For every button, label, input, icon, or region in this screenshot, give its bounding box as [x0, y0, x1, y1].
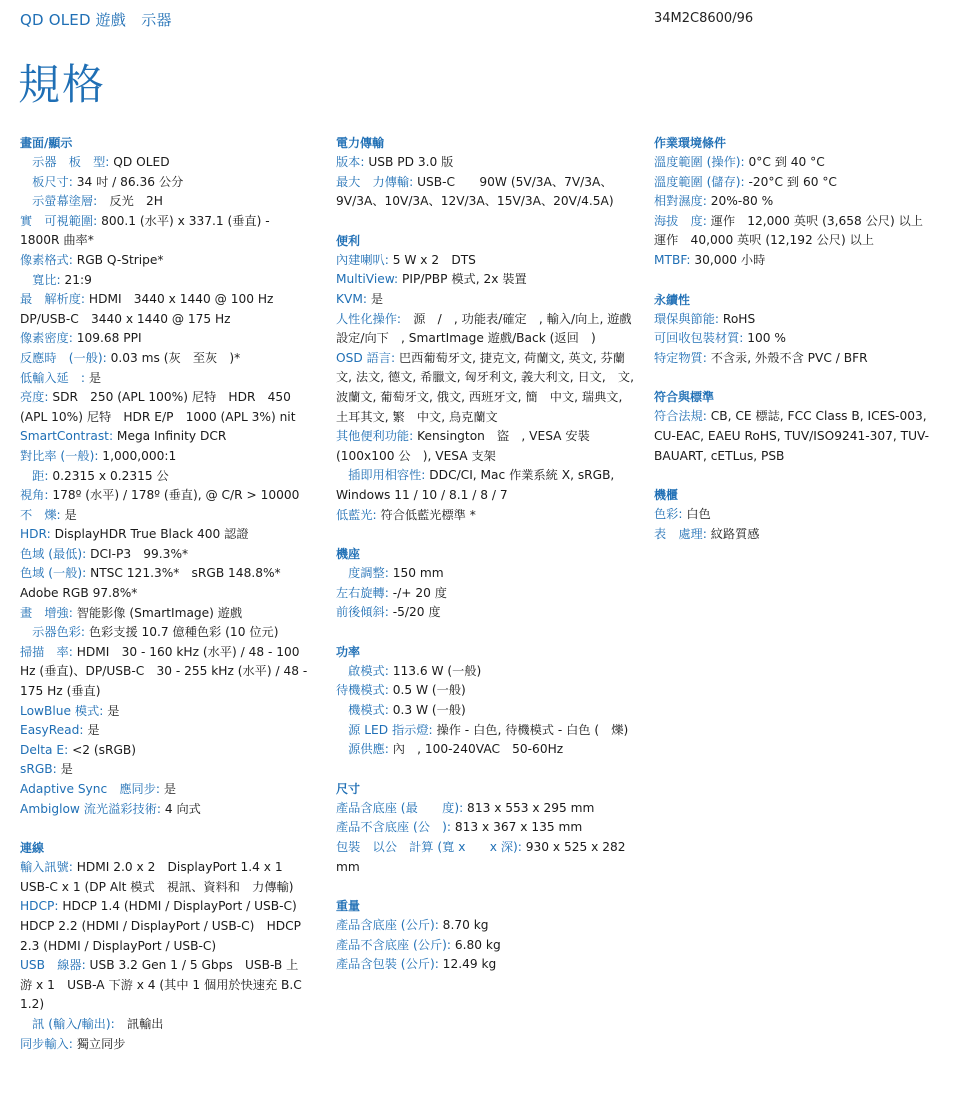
spec-row: [336, 721, 636, 741]
spec-label: 色彩:: [654, 507, 683, 522]
spec-row: [336, 310, 636, 349]
spec-row: [20, 1035, 310, 1055]
spec-label: 啟模式:: [336, 663, 389, 678]
spec-label: 產品含底座 (最 度):: [336, 800, 464, 815]
spec-row: [336, 564, 636, 584]
spec-value: -5/20 度: [388, 605, 441, 620]
spec-row: [336, 290, 636, 310]
spec-label: MultiView:: [336, 272, 399, 287]
spec-row: [20, 290, 310, 329]
spec-label: 像素格式:: [20, 252, 73, 267]
spec-label: HDCP:: [20, 899, 59, 914]
spec-row: [654, 192, 944, 212]
spec-value: 符合低藍光標準 *: [376, 507, 476, 522]
spec-value: 12.49 kg: [438, 957, 497, 972]
spec-value: DDC/CI, Mac 作業系統 X, sRGB, Windows 11 / 10 / 8.1 / 8 / 7: [336, 468, 615, 502]
spec-value: 巴西葡萄牙文, 捷克文, 荷蘭文, 英文, 芬蘭文, 法文, 德文, 希臘文, 匈牙利文, 義大利文, 日文, 文, 波蘭文, 葡萄牙文, 俄文, 西班牙文, 簡 中文, 瑞典文, 土耳其文, 繁 中文, 烏克蘭文: [336, 350, 634, 424]
spec-value: 5 W x 2 DTS: [388, 252, 476, 267]
spec-label: 距:: [20, 468, 49, 483]
spec-label: 可回收包裝材質:: [654, 331, 744, 346]
spec-value: USB 3.2 Gen 1 / 5 Gbps USB-B 上游 x 1 USB-A 下游 x 4 (其中 1 個用於快速充 B.C 1.2): [20, 958, 302, 1012]
spec-label: 示器 板 型:: [20, 155, 110, 169]
spec-value: -/+ 20 度: [388, 585, 447, 600]
spec-row: [20, 173, 310, 193]
spec-label: 視角:: [20, 488, 49, 503]
spec-value: USB-C 90W (5V/3A、7V/3A、9V/3A、10V/3A、12V/3A、15V/3A、20V/4.5A): [336, 174, 614, 209]
spec-value: 反光 2H: [97, 194, 163, 209]
spec-row: [654, 212, 948, 251]
section-title: 功率: [336, 644, 361, 659]
spec-row: [20, 741, 310, 761]
spec-row: [20, 506, 310, 526]
spec-value: 內 , 100-240VAC 50-60Hz: [388, 742, 564, 757]
spec-value: 是: [56, 762, 73, 777]
spec-value: RoHS: [719, 311, 756, 326]
spec-value: QD OLED: [109, 155, 170, 169]
spec-row: [20, 212, 310, 251]
spec-value: 訊輸出: [114, 1016, 164, 1031]
spec-row: [654, 525, 944, 545]
spec-label: 反應時 (一般):: [20, 350, 107, 365]
spec-row: [20, 251, 310, 271]
spec-label: 溫度範圍 (儲存):: [654, 174, 745, 189]
spec-label: 表 處理:: [654, 526, 707, 541]
spec-row: [20, 721, 310, 741]
spec-row: [20, 486, 310, 506]
spec-value: 30,000 小時: [690, 252, 766, 267]
spec-value: 色彩支援 10.7 億種色彩 (10 位元): [85, 625, 279, 640]
spec-row: [20, 192, 310, 212]
spec-label: 輸入訊號:: [20, 860, 73, 875]
spec-row: [336, 818, 636, 838]
spec-row: [654, 310, 944, 330]
spec-value: 紋路質感: [706, 526, 760, 541]
spec-row: [336, 799, 636, 819]
spec-row: [336, 838, 636, 877]
spec-row: [20, 604, 310, 624]
spec-label: 畫 增強:: [20, 605, 73, 620]
spec-value: 智能影像 (SmartImage) 遊戲: [72, 605, 243, 620]
spec-section: [336, 643, 636, 760]
spec-value: 是: [83, 723, 100, 738]
spec-label: 符合法規:: [654, 409, 707, 424]
spec-value: Kensington 盜 , VESA 安裝 (100x100 公 ), VESA 支架: [336, 429, 590, 463]
spec-label: 板尺寸:: [20, 174, 73, 189]
spec-value: 109.68 PPI: [72, 331, 142, 346]
spec-column-1: [20, 134, 310, 1074]
spec-value: 34 吋 / 86.36 公分: [72, 174, 184, 189]
spec-label: 產品不含底座 (公斤):: [336, 937, 451, 952]
spec-row: [20, 427, 310, 447]
spec-row: [20, 329, 310, 349]
spec-row: [20, 1015, 310, 1035]
spec-section: [336, 780, 636, 877]
section-title: 尺寸: [336, 781, 361, 796]
section-title: 永續性: [654, 292, 691, 307]
spec-label: 色域 (最低):: [20, 546, 87, 561]
spec-row: [20, 643, 310, 702]
spec-value: 20%-80 %: [706, 194, 774, 209]
spec-label: 內建喇叭:: [336, 252, 389, 267]
section-title: 作業環境條件: [654, 136, 727, 150]
spec-value: RGB Q-Stripe*: [72, 252, 164, 267]
spec-label: OSD 語言:: [336, 350, 396, 365]
spec-row: [654, 407, 944, 466]
spec-value: 是: [160, 782, 177, 796]
spec-label: 溫度範圍 (操作):: [654, 155, 745, 169]
spec-section: [654, 291, 944, 369]
spec-label: 機模式:: [336, 703, 389, 718]
spec-column-3: [654, 134, 948, 564]
spec-row: [20, 702, 310, 722]
spec-section: [20, 839, 310, 1054]
section-title: 重量: [336, 899, 361, 914]
spec-label: 環保與節能:: [654, 311, 720, 326]
spec-label: 左右旋轉:: [336, 585, 389, 600]
spec-row: [336, 584, 636, 604]
spec-value: 是: [85, 370, 102, 385]
spec-row: [336, 740, 636, 760]
spec-value: 0°C 到 40 °C: [744, 155, 825, 169]
spec-section: [654, 134, 948, 271]
spec-value: 178º (水平) / 178º (垂直), @ C/R > 10000: [48, 488, 300, 503]
spec-value: 800.1 (水平) x 337.1 (垂直) - 1800R 曲率*: [20, 213, 270, 248]
spec-row: [20, 545, 310, 565]
spec-value: 813 x 367 x 135 mm: [451, 820, 583, 835]
spec-label: 版本:: [336, 155, 365, 169]
spec-label: 示螢幕塗層:: [20, 194, 98, 209]
spec-label: SmartContrast:: [20, 429, 114, 444]
spec-label: HDR:: [20, 527, 51, 542]
spec-section: [336, 897, 636, 975]
spec-row: [20, 349, 310, 369]
spec-label: 度調整:: [336, 566, 389, 581]
spec-label: 產品含底座 (公斤):: [336, 918, 439, 933]
spec-value: CB, CE 標誌, FCC Class B, ICES-003, CU-EAC, EAEU RoHS, TUV/ISO9241-307, TUV-BAUART, cETLus, PSB: [654, 409, 930, 463]
spec-label: 對比率 (一般):: [20, 448, 99, 463]
spec-row: [20, 447, 310, 467]
spec-value: HDMI 30 - 160 kHz (水平) / 48 - 100 Hz (垂直)、DP/USB-C 30 - 255 kHz (水平) / 48 - 175 Hz (垂直): [20, 644, 308, 699]
spec-row: [336, 270, 636, 290]
spec-label: 亮度:: [20, 390, 49, 405]
spec-label: 特定物質:: [654, 350, 707, 365]
spec-value: 113.6 W (一般): [388, 663, 482, 678]
spec-label: 前後傾斜:: [336, 605, 389, 620]
spec-value: PIP/PBP 模式, 2x 裝置: [398, 272, 527, 287]
spec-value: 運作 12,000 英呎 (3,658 公尺) 以上 運作 40,000 英呎 (12,192 公尺) 以上: [654, 213, 948, 248]
spec-value: 813 x 553 x 295 mm: [463, 800, 595, 815]
spec-label: LowBlue 模式:: [20, 703, 104, 718]
section-title: 機座: [336, 547, 361, 562]
spec-row: [336, 603, 636, 623]
spec-value: 150 mm: [388, 566, 444, 581]
spec-value: 1,000,000:1: [98, 448, 177, 463]
spec-row: [336, 681, 636, 701]
spec-label: 海拔 度:: [654, 213, 707, 228]
spec-label: 訊 (輸入/輸出):: [20, 1016, 115, 1031]
spec-row: [20, 271, 310, 291]
spec-value: 白色: [682, 507, 711, 522]
section-title: 機櫃: [654, 488, 679, 503]
spec-row: [654, 173, 944, 193]
spec-label: Ambiglow 流光溢彩技術:: [20, 801, 161, 816]
spec-label: EasyRead:: [20, 723, 84, 738]
spec-label: 低藍光:: [336, 507, 377, 522]
spec-label: KVM:: [336, 291, 367, 306]
spec-row: [336, 955, 636, 975]
spec-label: 示器色彩:: [20, 625, 86, 640]
spec-value: 930 x 525 x 282 mm: [336, 840, 626, 874]
spec-row: [20, 467, 310, 487]
spec-value: DCI-P3 99.3%*: [86, 546, 189, 561]
spec-row: [654, 329, 944, 349]
spec-value: 100 %: [743, 331, 787, 346]
spec-row: [20, 153, 310, 173]
spec-label: 源 LED 指示燈:: [336, 722, 433, 737]
spec-row: [336, 153, 636, 173]
spec-label: USB 線器:: [20, 958, 86, 973]
section-title: 便利: [336, 233, 361, 248]
spec-value: 0.2315 x 0.2315 公: [48, 468, 169, 483]
product-line-title: QD OLED 遊戲 示器: [20, 11, 172, 29]
spec-row: [20, 956, 310, 1015]
spec-value: 21:9: [60, 272, 92, 287]
section-title: 畫面/顯示: [20, 136, 73, 150]
spec-section: [336, 545, 636, 623]
spec-row: [20, 388, 310, 427]
spec-label: 產品不含底座 (公 ):: [336, 820, 451, 835]
spec-section: [654, 388, 944, 466]
spec-value: HDCP 1.4 (HDMI / DisplayPort / USB-C) HDCP 2.2 (HDMI / DisplayPort / USB-C) HDCP 2.3 (HDMI / DisplayPort / USB-C): [20, 899, 310, 953]
spec-row: [654, 251, 944, 271]
spec-value: -20°C 到 60 °C: [744, 174, 837, 189]
spec-label: 同步輸入:: [20, 1036, 73, 1051]
spec-label: 源供應:: [336, 742, 389, 757]
section-title: 電力傳輸: [336, 136, 385, 150]
spec-row: [20, 623, 310, 643]
spec-label: 待機模式:: [336, 683, 389, 698]
spec-value: NTSC 121.3%* sRGB 148.8%* Adobe RGB 97.8%*: [20, 566, 281, 601]
spec-row: [20, 564, 310, 603]
spec-label: 人性化操作:: [336, 311, 402, 326]
spec-value: 是: [60, 507, 77, 522]
spec-value: 4 向式: [160, 801, 201, 816]
page-title: 規格: [18, 60, 107, 109]
spec-value: 操作 - 白色, 待機模式 - 白色 ( 爍): [432, 722, 629, 737]
spec-row: [336, 936, 636, 956]
spec-row: [336, 349, 636, 427]
spec-row: [336, 251, 636, 271]
model-number: 34M2C8600/96: [654, 11, 754, 26]
spec-label: 包裝 以公 計算 (寬 x x 深):: [336, 840, 522, 855]
spec-label: 相對濕度:: [654, 194, 707, 209]
spec-value: <2 (sRGB): [68, 742, 137, 757]
spec-label: 掃描 率:: [20, 644, 73, 659]
spec-value: 6.80 kg: [451, 937, 501, 952]
spec-label: Adaptive Sync 應同步:: [20, 782, 161, 796]
spec-value: 0.03 ms (灰 至灰 )*: [106, 350, 241, 365]
spec-label: 低輸入延 :: [20, 370, 86, 385]
spec-row: [654, 349, 944, 369]
spec-row: [336, 466, 636, 505]
spec-row: [20, 760, 310, 780]
spec-row: [20, 780, 310, 800]
spec-section: [20, 134, 310, 819]
spec-label: 不 爍:: [20, 507, 61, 522]
spec-label: 色域 (一般):: [20, 566, 87, 581]
spec-row: [336, 173, 636, 212]
spec-label: 寬比:: [20, 272, 61, 287]
spec-row: [654, 153, 944, 173]
spec-value: DisplayHDR True Black 400 認證: [50, 527, 249, 542]
section-title: 連線: [20, 841, 45, 856]
spec-value: 獨立同步: [72, 1036, 126, 1051]
spec-row: [654, 505, 944, 525]
section-title: 符合與標準: [654, 390, 715, 405]
spec-row: [20, 369, 310, 389]
spec-value: USB PD 3.0 版: [364, 155, 454, 169]
spec-label: MTBF:: [654, 252, 691, 267]
spec-label: 最 解析度:: [20, 292, 86, 307]
spec-value: SDR 250 (APL 100%) 尼特 HDR 450 (APL 10%) 尼特 HDR E/P 1000 (APL 3%) nit: [20, 390, 296, 424]
spec-row: [20, 800, 310, 820]
spec-value: 是: [103, 703, 120, 718]
spec-value: 0.3 W (一般): [388, 703, 466, 718]
spec-column-2: [336, 134, 636, 995]
spec-value: 不含汞, 外殼不含 PVC / BFR: [706, 350, 868, 365]
spec-row: [336, 427, 636, 466]
spec-label: 產品含包裝 (公斤):: [336, 957, 439, 972]
spec-value: HDMI 2.0 x 2 DisplayPort 1.4 x 1 USB-C x 1 (DP Alt 模式 視訊、資料和 力傳輸): [20, 860, 294, 894]
spec-label: 插即用相容性:: [336, 468, 426, 483]
spec-row: [336, 662, 636, 682]
spec-value: 是: [366, 291, 384, 306]
spec-section: [654, 486, 944, 544]
spec-section: [336, 232, 636, 525]
spec-label: 實 可視範圍:: [20, 213, 98, 228]
spec-value: 8.70 kg: [438, 918, 489, 933]
spec-row: [20, 858, 310, 897]
spec-row: [20, 525, 310, 545]
spec-label: 像素密度:: [20, 331, 73, 346]
spec-value: 0.5 W (一般): [388, 683, 466, 698]
spec-value: 源 / , 功能表/確定 , 輸入/向上, 遊戲設定/向下 , SmartImage 遊戲/Back (返回 ): [336, 311, 632, 346]
spec-value: HDMI 3440 x 1440 @ 100 Hz DP/USB-C 3440 x 1440 @ 175 Hz: [20, 292, 274, 326]
spec-row: [20, 897, 310, 956]
spec-label: 最大 力傳輸:: [336, 174, 414, 189]
spec-label: Delta E:: [20, 742, 69, 757]
spec-label: sRGB:: [20, 762, 57, 777]
spec-label: 其他便利功能:: [336, 429, 414, 444]
spec-row: [336, 506, 636, 526]
spec-row: [336, 916, 636, 936]
spec-row: [336, 701, 636, 721]
spec-value: Mega Infinity DCR: [113, 429, 227, 444]
spec-section: [336, 134, 636, 212]
